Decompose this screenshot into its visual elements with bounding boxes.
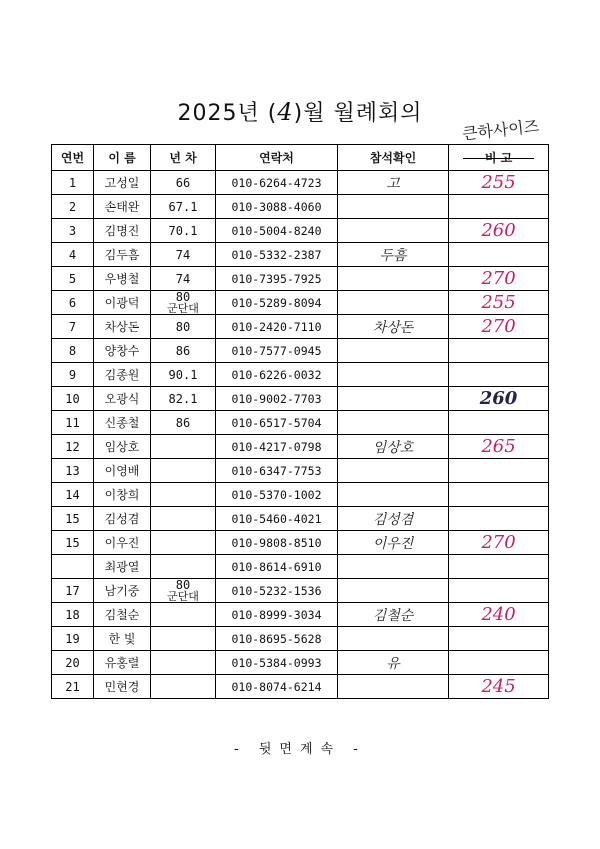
row-no: 18	[52, 603, 94, 627]
row-year	[151, 531, 216, 555]
table-row	[52, 291, 549, 315]
row-year-value: 74	[175, 247, 191, 262]
row-year	[151, 555, 216, 579]
row-signature: 두흠	[338, 243, 449, 267]
row-signature	[338, 339, 449, 363]
table-row	[52, 531, 549, 555]
row-name: 신종철	[94, 411, 151, 435]
row-year-value: 80	[175, 319, 191, 334]
row-no: 15	[52, 507, 94, 531]
row-signature: 김성겸	[338, 507, 449, 531]
table-row	[52, 387, 549, 411]
row-year-value: 86	[175, 343, 191, 358]
row-signature	[338, 267, 449, 291]
row-phone: 010-8999-3034	[216, 603, 338, 627]
row-no: 17	[52, 579, 94, 603]
row-year-value: 74	[175, 271, 191, 286]
table-row	[52, 507, 549, 531]
row-signature	[338, 219, 449, 243]
row-signature: 유	[338, 651, 449, 675]
header-name: 이 름	[94, 145, 151, 171]
row-name: 김두흠	[94, 243, 151, 267]
row-size-note: 240	[449, 603, 549, 627]
row-year-value: 86	[175, 415, 191, 430]
row-no: 4	[52, 243, 94, 267]
table-row	[52, 435, 549, 459]
table-row	[52, 651, 549, 675]
row-year	[151, 435, 216, 459]
row-year	[151, 195, 216, 219]
row-name: 김종원	[94, 363, 151, 387]
continued-footer: - 뒷면계속 -	[234, 742, 366, 757]
row-signature: 고	[338, 171, 449, 195]
row-no: 13	[52, 459, 94, 483]
row-no: 1	[52, 171, 94, 195]
row-signature	[338, 195, 449, 219]
row-year-unit: 군단대	[167, 302, 199, 315]
attendance-table	[51, 144, 549, 699]
row-size-note: 245	[449, 675, 549, 699]
row-size-note: 265	[449, 435, 549, 459]
row-year	[151, 411, 216, 435]
row-name: 우병철	[94, 267, 151, 291]
row-size-note	[449, 507, 549, 531]
row-phone: 010-5289-8094	[216, 291, 338, 315]
row-year-value: 90.1	[168, 367, 198, 382]
row-size-note	[449, 555, 549, 579]
row-signature	[338, 363, 449, 387]
row-year-value: 80	[175, 290, 191, 304]
row-year	[151, 651, 216, 675]
row-signature	[338, 411, 449, 435]
row-phone: 010-8614-6910	[216, 555, 338, 579]
row-phone: 010-6517-5704	[216, 411, 338, 435]
table-row	[52, 459, 549, 483]
row-no: 8	[52, 339, 94, 363]
row-name: 최광열	[94, 555, 151, 579]
row-year-value: 82.1	[168, 391, 198, 406]
row-phone: 010-4217-0798	[216, 435, 338, 459]
row-name: 유홍렬	[94, 651, 151, 675]
row-size-note: 255	[449, 291, 549, 315]
row-size-note	[449, 195, 549, 219]
row-size-note	[449, 363, 549, 387]
row-size-note: 255	[449, 171, 549, 195]
row-phone: 010-8074-6214	[216, 675, 338, 699]
row-size-note: 270	[449, 315, 549, 339]
row-no: 10	[52, 387, 94, 411]
row-name: 이영배	[94, 459, 151, 483]
table-row	[52, 339, 549, 363]
row-no: 15	[52, 531, 94, 555]
row-name: 고성일	[94, 171, 151, 195]
row-signature	[338, 459, 449, 483]
row-no: 20	[52, 651, 94, 675]
row-name: 차상돈	[94, 315, 151, 339]
row-year	[151, 387, 216, 411]
row-size-note: 270	[449, 267, 549, 291]
row-signature	[338, 579, 449, 603]
row-year	[151, 579, 216, 603]
table-row	[52, 363, 549, 387]
row-size-note: 260	[449, 387, 549, 411]
row-year-value: 66	[175, 175, 191, 190]
row-year	[151, 339, 216, 363]
row-name: 민현경	[94, 675, 151, 699]
row-name: 이우진	[94, 531, 151, 555]
row-no: 5	[52, 267, 94, 291]
row-size-note	[449, 651, 549, 675]
row-signature	[338, 291, 449, 315]
row-signature: 차상돈	[338, 315, 449, 339]
row-size-note	[449, 627, 549, 651]
row-year	[151, 171, 216, 195]
row-year	[151, 291, 216, 315]
row-size-note	[449, 243, 549, 267]
row-size-note	[449, 579, 549, 603]
row-name: 임상호	[94, 435, 151, 459]
row-phone: 010-5384-0993	[216, 651, 338, 675]
row-phone: 010-5370-1002	[216, 483, 338, 507]
row-phone: 010-5460-4021	[216, 507, 338, 531]
row-no: 14	[52, 483, 94, 507]
row-no: 7	[52, 315, 94, 339]
row-year	[151, 627, 216, 651]
row-phone: 010-3088-4060	[216, 195, 338, 219]
row-signature	[338, 387, 449, 411]
row-year	[151, 315, 216, 339]
row-size-note: 270	[449, 531, 549, 555]
row-signature	[338, 627, 449, 651]
row-year-value: 67.1	[168, 199, 198, 214]
row-year	[151, 267, 216, 291]
row-year	[151, 459, 216, 483]
row-year	[151, 675, 216, 699]
row-size-note	[449, 339, 549, 363]
title-suffix: )월 월례회의	[293, 101, 423, 126]
row-year	[151, 219, 216, 243]
row-size-note	[449, 459, 549, 483]
row-year-value: 70.1	[168, 223, 198, 238]
row-name: 한 빛	[94, 627, 151, 651]
table-row	[52, 555, 549, 579]
row-size-note: 260	[449, 219, 549, 243]
row-year-unit: 군단대	[167, 590, 199, 603]
row-year	[151, 603, 216, 627]
row-name: 김철순	[94, 603, 151, 627]
table-row	[52, 243, 549, 267]
row-name: 김성겸	[94, 507, 151, 531]
row-no: 3	[52, 219, 94, 243]
row-signature: 김철순	[338, 603, 449, 627]
row-phone: 010-2420-7110	[216, 315, 338, 339]
table-row	[52, 483, 549, 507]
title-month: 4	[277, 98, 294, 126]
row-name: 양창수	[94, 339, 151, 363]
row-no	[52, 555, 94, 579]
row-phone: 010-9002-7703	[216, 387, 338, 411]
row-name: 이광덕	[94, 291, 151, 315]
table-row	[52, 579, 549, 603]
table-row	[52, 171, 549, 195]
title-prefix: 2025년 (	[177, 101, 278, 126]
header-note	[449, 145, 549, 171]
handwritten-size-header: 큰하사이즈	[461, 116, 541, 144]
header-year: 년 차	[151, 145, 216, 171]
table-row	[52, 603, 549, 627]
row-name: 손태완	[94, 195, 151, 219]
row-phone: 010-5004-8240	[216, 219, 338, 243]
row-phone: 010-7395-7925	[216, 267, 338, 291]
row-year-value: 80	[175, 578, 191, 592]
row-phone: 010-7577-0945	[216, 339, 338, 363]
row-no: 9	[52, 363, 94, 387]
table-row	[52, 627, 549, 651]
table-row	[52, 219, 549, 243]
header-note-label: 비 고	[484, 151, 513, 165]
header-phone: 연락처	[216, 145, 338, 171]
row-signature: 임상호	[338, 435, 449, 459]
table-body	[52, 171, 549, 699]
row-year	[151, 243, 216, 267]
row-signature: 이우진	[338, 531, 449, 555]
row-signature	[338, 483, 449, 507]
row-signature	[338, 555, 449, 579]
row-no: 6	[52, 291, 94, 315]
row-no: 21	[52, 675, 94, 699]
row-signature	[338, 675, 449, 699]
row-phone: 010-5332-2387	[216, 243, 338, 267]
row-name: 오광식	[94, 387, 151, 411]
table-header-row	[52, 145, 549, 171]
table-row	[52, 411, 549, 435]
row-no: 2	[52, 195, 94, 219]
row-phone: 010-6264-4723	[216, 171, 338, 195]
row-phone: 010-9808-8510	[216, 531, 338, 555]
table-row	[52, 195, 549, 219]
row-no: 12	[52, 435, 94, 459]
table-row	[52, 315, 549, 339]
table-row	[52, 267, 549, 291]
row-name: 김명진	[94, 219, 151, 243]
row-phone: 010-5232-1536	[216, 579, 338, 603]
table-row	[52, 675, 549, 699]
row-year	[151, 507, 216, 531]
row-phone: 010-8695-5628	[216, 627, 338, 651]
header-attend: 참석확인	[338, 145, 449, 171]
row-phone: 010-6226-0032	[216, 363, 338, 387]
row-no: 19	[52, 627, 94, 651]
row-phone: 010-6347-7753	[216, 459, 338, 483]
row-name: 남기중	[94, 579, 151, 603]
row-no: 11	[52, 411, 94, 435]
header-no: 연번	[52, 145, 94, 171]
row-year	[151, 483, 216, 507]
row-size-note	[449, 411, 549, 435]
row-size-note	[449, 483, 549, 507]
row-name: 이창희	[94, 483, 151, 507]
row-year	[151, 363, 216, 387]
